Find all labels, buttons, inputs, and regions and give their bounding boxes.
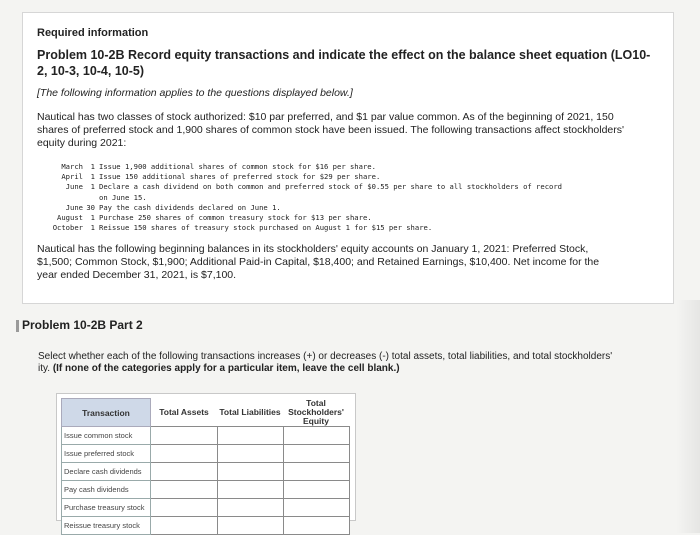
transaction-month: October (52, 223, 83, 233)
transaction-text: Pay the cash dividends declared on June 1. (99, 202, 281, 212)
liabilities-input[interactable] (218, 445, 283, 462)
row-label: Issue common stock (62, 427, 151, 445)
liabilities-cell[interactable] (217, 499, 283, 517)
part-heading: Problem 10-2B Part 2 (22, 318, 143, 332)
answer-table (61, 398, 350, 535)
header-total-equity (283, 399, 349, 427)
transaction-row (37, 213, 659, 223)
header-equity-line: Total (306, 397, 326, 408)
transaction-text: Reissue 150 shares of treasury stock purchased on August 1 for $15 per share. (99, 223, 433, 233)
transaction-continuation (37, 193, 659, 203)
transaction-month: March (61, 162, 83, 171)
equity-input[interactable] (284, 445, 349, 462)
assets-cell[interactable] (151, 481, 218, 499)
instructions-prefix: ity. (38, 363, 51, 374)
transaction-month: April (61, 172, 83, 182)
equity-input[interactable] (284, 463, 349, 480)
liabilities-cell[interactable] (217, 445, 283, 463)
transaction-day: 1 (90, 162, 95, 171)
transaction-text: Issue 150 additional shares of preferred stock for $29 per share. (99, 172, 381, 182)
transaction-row (37, 223, 659, 233)
intro-paragraph: Nautical has two classes of stock authorized: $10 par preferred, and $1 par value common. As of the beginning of 2021, 150 shares of preferred stock and 1,900 shares of common stock have been issued. The following transactions affect stockholders' equity during 2021: (37, 111, 625, 149)
instructions-line1: Select whether each of the following transactions increases (+) or decreases (-) total assets, total liabilities, and total stockholders' (38, 351, 613, 362)
transaction-day: 1 (90, 172, 95, 182)
transaction-text: Purchase 250 shares of common treasury stock for $13 per share. (99, 213, 372, 223)
transaction-row (37, 203, 659, 213)
table-row (62, 445, 350, 463)
liabilities-input[interactable] (218, 517, 283, 534)
header-equity-line: Stockholders' (288, 406, 344, 417)
table-header-row (62, 399, 350, 427)
transaction-day: 1 (90, 223, 95, 233)
equity-cell[interactable] (283, 481, 349, 499)
transaction-month: August (57, 213, 83, 223)
instructions (38, 351, 678, 375)
instructions-line2 (38, 363, 678, 375)
page-shadow (676, 300, 700, 533)
transaction-day: 1 (90, 182, 95, 192)
transaction-text: Issue 1,900 additional shares of common stock for $16 per share. (99, 162, 376, 171)
liabilities-input[interactable] (218, 481, 283, 498)
transaction-month: June (65, 182, 83, 192)
part-marker (16, 320, 19, 332)
table-row (62, 499, 350, 517)
assets-input[interactable] (151, 463, 217, 480)
info-note: [The following information applies to the questions displayed below.] (37, 87, 353, 99)
equity-cell[interactable] (283, 517, 349, 535)
transaction-text: Declare a cash dividend on both common and preferred stock of $0.55 per share to all stockholders of record (99, 182, 563, 192)
table-row (62, 427, 350, 445)
row-label: Declare cash dividends (62, 463, 151, 481)
header-transaction: Transaction (62, 399, 151, 427)
problem-title: Problem 10-2B Record equity transactions and indicate the effect on the balance sheet equation (LO10-2, 10-3, 10-4, 10-5) (37, 48, 651, 78)
transaction-day: 30 (86, 202, 95, 212)
header-equity-line: Equity (303, 415, 329, 426)
liabilities-input[interactable] (218, 499, 283, 516)
equity-cell[interactable] (283, 499, 349, 517)
assets-input[interactable] (151, 517, 217, 534)
equity-input[interactable] (284, 427, 349, 444)
assets-cell[interactable] (151, 517, 218, 535)
instructions-bold: (If none of the categories apply for a particular item, leave the cell blank.) (52, 363, 400, 374)
transaction-month: June (65, 202, 83, 212)
table-row (62, 463, 350, 481)
table-row (62, 517, 350, 535)
required-heading: Required information (37, 27, 149, 39)
transaction-row (37, 172, 659, 182)
assets-cell[interactable] (151, 427, 218, 445)
equity-cell[interactable] (283, 463, 349, 481)
assets-input[interactable] (151, 481, 217, 498)
row-label: Issue preferred stock (62, 445, 151, 463)
assets-input[interactable] (151, 427, 217, 444)
equity-input[interactable] (284, 481, 349, 498)
liabilities-cell[interactable] (217, 463, 283, 481)
equity-input[interactable] (284, 517, 349, 534)
assets-cell[interactable] (151, 463, 218, 481)
row-label: Purchase treasury stock (62, 499, 151, 517)
liabilities-cell[interactable] (217, 517, 283, 535)
equity-cell[interactable] (283, 427, 349, 445)
info-panel (22, 12, 674, 304)
liabilities-input[interactable] (218, 427, 283, 444)
liabilities-input[interactable] (218, 463, 283, 480)
answer-table-container (56, 393, 356, 530)
assets-input[interactable] (151, 499, 217, 516)
liabilities-cell[interactable] (217, 481, 283, 499)
assets-input[interactable] (151, 445, 217, 462)
transactions-list (37, 162, 659, 233)
liabilities-cell[interactable] (217, 427, 283, 445)
table-row (62, 481, 350, 499)
transaction-day: 1 (90, 213, 95, 223)
row-label: Pay cash dividends (62, 481, 151, 499)
equity-input[interactable] (284, 499, 349, 516)
transaction-row (37, 162, 659, 172)
header-total-liabilities: Total Liabilities (219, 406, 281, 417)
balances-paragraph: Nautical has the following beginning balances in its stockholders' equity accounts on January 1, 2021: Preferred Stock, $1,500; Common Stock, $1,900; Additional Paid-in Capital, $18,400; and Retained Earnings, $10,400. Net income for the year ended December 31, 2021, is $7,100. (37, 243, 600, 282)
row-label: Reissue treasury stock (62, 517, 151, 535)
equity-cell[interactable] (283, 445, 349, 463)
assets-cell[interactable] (151, 445, 218, 463)
transaction-row (37, 182, 659, 192)
transaction-text: on June 15. (99, 192, 147, 202)
header-total-assets: Total Assets (159, 406, 209, 417)
assets-cell[interactable] (151, 499, 218, 517)
